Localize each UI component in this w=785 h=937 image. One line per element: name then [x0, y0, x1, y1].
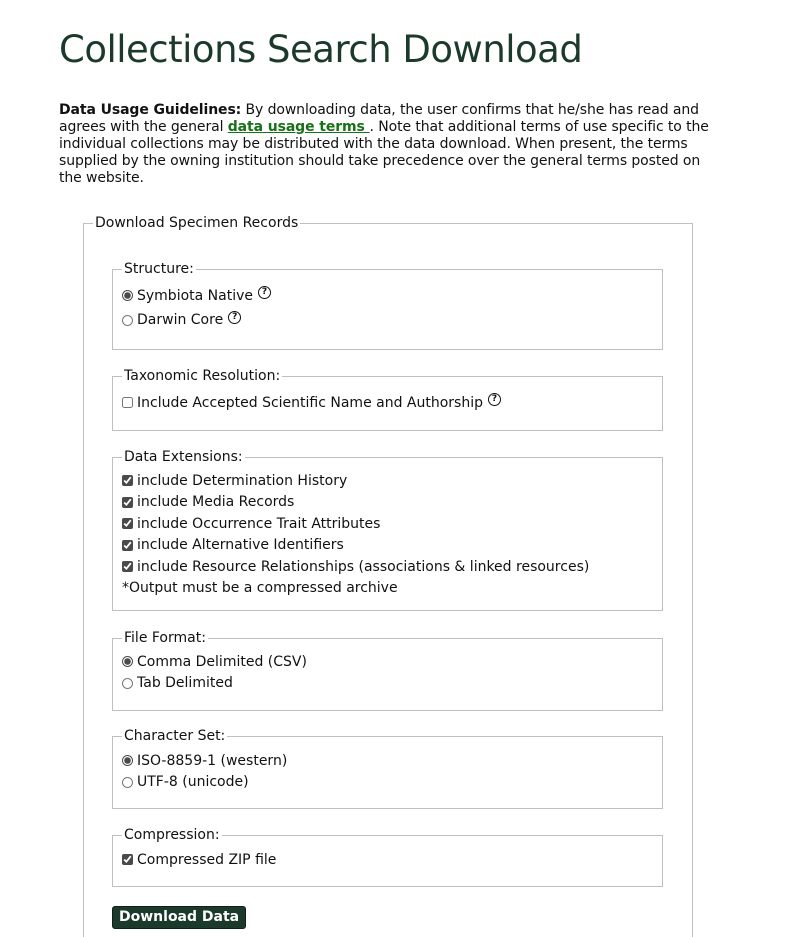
darwin-core-label: Darwin Core — [137, 312, 224, 329]
iso-8859-1-radio[interactable] — [122, 755, 133, 766]
data-extensions-legend: Data Extensions: — [124, 449, 243, 465]
help-icon[interactable]: ? — [258, 286, 271, 299]
zip-option[interactable] — [122, 849, 662, 871]
alternative-identifiers-label: include Alternative Identifiers — [137, 537, 344, 554]
resource-relationships-checkbox[interactable] — [122, 561, 133, 572]
iso-8859-1-label: ISO-8859-1 (western) — [137, 752, 288, 769]
utf-8-label: UTF-8 (unicode) — [137, 774, 249, 791]
data-usage-terms-link[interactable]: data usage terms — [227, 119, 370, 135]
media-records-option[interactable] — [122, 492, 662, 514]
darwin-core-radio[interactable] — [122, 315, 133, 326]
csv-label: Comma Delimited (CSV) — [137, 653, 307, 670]
help-icon[interactable]: ? — [228, 311, 241, 324]
resource-relationships-option[interactable] — [122, 556, 662, 578]
csv-option[interactable] — [122, 651, 662, 673]
guidelines-label: Data Usage Guidelines: — [59, 102, 242, 118]
structure-option-darwin-core[interactable] — [122, 310, 662, 332]
guidelines-text-before: By downloading data, the user confirms that he/she has read and agrees with the general — [59, 102, 699, 135]
compressed-archive-note: *Output must be a compressed archive — [122, 580, 398, 596]
file-format-fieldset — [112, 630, 663, 711]
determination-history-checkbox[interactable] — [122, 475, 133, 486]
symbiota-native-radio[interactable] — [122, 290, 133, 301]
alternative-identifiers-checkbox[interactable] — [122, 540, 133, 551]
iso-8859-1-option[interactable] — [122, 750, 662, 772]
zip-label: Compressed ZIP file — [137, 851, 277, 868]
zip-checkbox[interactable] — [122, 854, 133, 865]
trait-attributes-checkbox[interactable] — [122, 518, 133, 529]
character-set-legend: Character Set: — [124, 728, 226, 744]
utf-8-radio[interactable] — [122, 777, 133, 788]
download-specimen-records-legend: Download Specimen Records — [95, 215, 299, 231]
character-set-fieldset — [112, 728, 663, 809]
accepted-name-label: Include Accepted Scientific Name and Authorship — [137, 394, 484, 411]
structure-option-symbiota-native[interactable] — [122, 285, 662, 307]
page-title: Collections Search Download — [59, 28, 583, 71]
tab-delimited-option[interactable] — [122, 673, 662, 695]
taxonomic-resolution-fieldset — [112, 368, 663, 431]
taxonomic-resolution-legend: Taxonomic Resolution: — [124, 368, 281, 384]
utf-8-option[interactable] — [122, 772, 662, 794]
resource-relationships-label: include Resource Relationships (associations & linked resources) — [137, 558, 590, 575]
trait-attributes-label: include Occurrence Trait Attributes — [137, 515, 381, 532]
download-data-button[interactable]: Download Data — [112, 906, 246, 929]
accepted-name-option[interactable] — [122, 392, 662, 414]
compression-fieldset — [112, 827, 663, 887]
alternative-identifiers-option[interactable] — [122, 535, 662, 557]
determination-history-option[interactable] — [122, 470, 662, 492]
media-records-label: include Media Records — [137, 494, 295, 511]
media-records-checkbox[interactable] — [122, 497, 133, 508]
file-format-legend: File Format: — [124, 630, 206, 646]
tab-delimited-radio[interactable] — [122, 678, 133, 689]
data-extensions-fieldset — [112, 449, 663, 611]
help-icon[interactable]: ? — [488, 393, 501, 406]
accepted-name-checkbox[interactable] — [122, 397, 133, 408]
structure-legend: Structure: — [124, 261, 194, 277]
compression-legend: Compression: — [124, 827, 220, 843]
guidelines-text-after: . Note that additional terms of use specific to the individual collections may be distributed with the data download. When present, the terms supplied by the owning institution should take precedence over the general terms posted on the website. — [59, 119, 709, 186]
data-usage-guidelines — [59, 102, 724, 187]
trait-attributes-option[interactable] — [122, 513, 662, 535]
symbiota-native-label: Symbiota Native — [137, 287, 253, 304]
determination-history-label: include Determination History — [137, 472, 348, 489]
tab-delimited-label: Tab Delimited — [137, 675, 233, 692]
csv-radio[interactable] — [122, 656, 133, 667]
structure-fieldset — [112, 261, 663, 350]
